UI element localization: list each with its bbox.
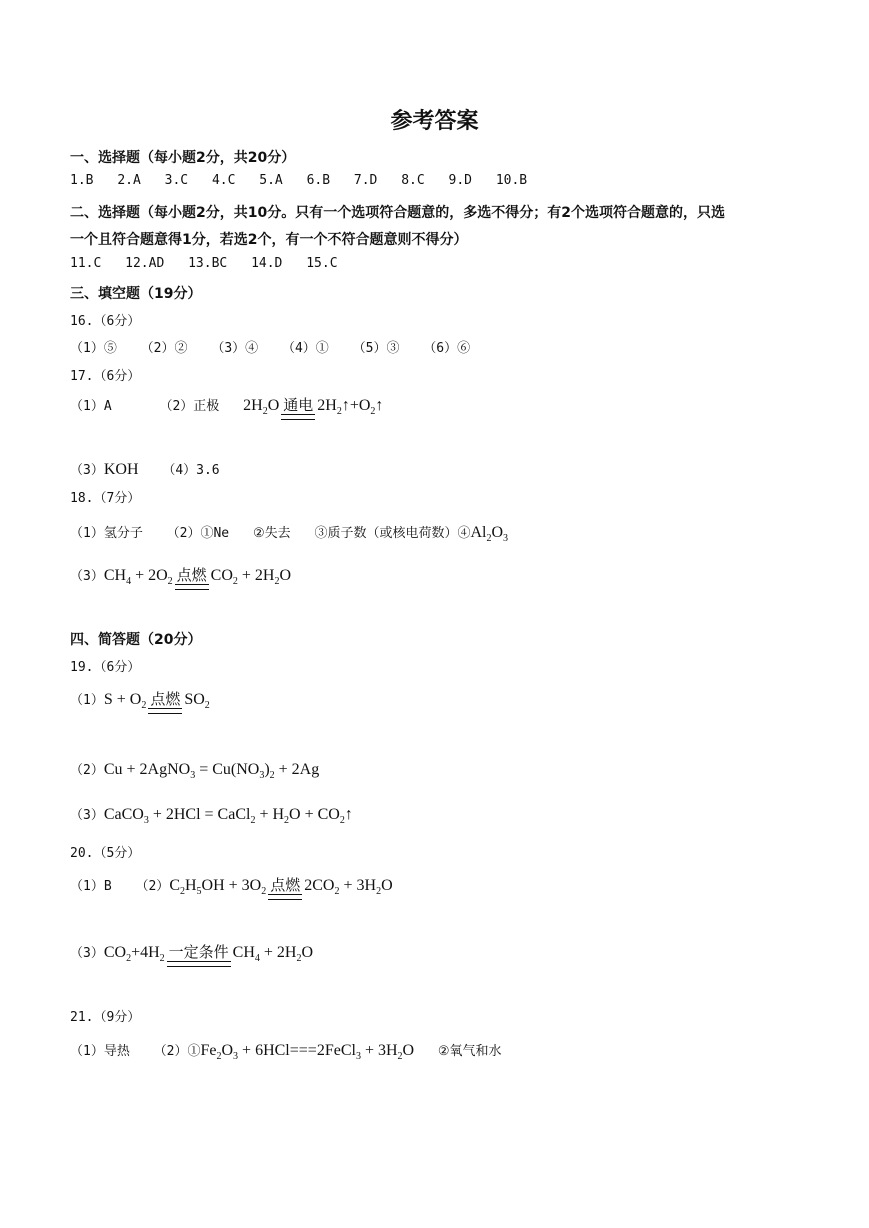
- answer-1: 1.B: [70, 173, 94, 188]
- q17-line2: [70, 459, 220, 479]
- answer-4: 4.C: [211, 173, 236, 188]
- section-2-heading-line1: 二、选择题（每小题2分，共10分。只有一个选项符合题意的，多选不得分；有2个选项符合题意的，只选: [70, 205, 725, 221]
- q21-part1: （1）导热: [70, 1044, 130, 1059]
- condition-label: 通电: [283, 396, 314, 414]
- condition-label: 点燃: [150, 690, 181, 708]
- q20-part2: （2）: [135, 879, 170, 894]
- q21-part2: （2）①: [153, 1044, 201, 1059]
- q19-part2: （2）: [70, 763, 104, 778]
- section-3-heading: 三、填空题（19分）: [70, 286, 202, 302]
- iron-oxide-hcl-equation: $Fe_2O_3$ + 6HCl===2FeCl$_3$ + $3H_2O$: [200, 1042, 415, 1063]
- methane-combustion-equation: $CH_4 + 2O_2$ 点燃 $CO_2 + 2H_2O$: [104, 567, 291, 584]
- section-1-answers: [70, 173, 527, 188]
- q17-part1: （1）A: [70, 399, 112, 414]
- answer-6: 6.B: [306, 173, 331, 188]
- q21-line1: [70, 1040, 502, 1062]
- q16-part: （6）⑥: [423, 341, 471, 356]
- q16-label: 16.（6分）: [70, 314, 141, 329]
- condition-label: 一定条件: [168, 943, 229, 961]
- q20-label: 20.（5分）: [70, 846, 141, 861]
- q17-part4: （4）3.6: [162, 463, 220, 478]
- q20-part1: （1）B: [70, 879, 112, 894]
- q18-part2c: ③质子数（或核电荷数）④: [314, 526, 471, 541]
- calcium-carbonate-equation: CaCO$_3$ + 2HCl = CaCl$_2$ + $H_2O$ + $CO_2↑$: [103, 806, 353, 827]
- q21-label: 21.（9分）: [70, 1010, 141, 1025]
- condition-label: 点燃: [270, 876, 301, 894]
- answer-15: 15.C: [306, 256, 338, 271]
- q18-part2: （2）①Ne: [166, 526, 230, 541]
- q18-part3: （3）: [70, 569, 104, 584]
- q19-part3: （3）: [70, 808, 104, 823]
- answer-14: 14.D: [251, 256, 283, 271]
- ethanol-combustion-equation: $C_2H_5OH + 3O_2$ 点燃 $2CO_2 + 3H_2O$: [169, 877, 392, 894]
- section-2-heading-line2: 一个且符合题意得1分，若选2个，有一个不符合题意则不得分）: [70, 232, 468, 248]
- q16-part: （2）②: [140, 341, 188, 356]
- q18-label: 18.（7分）: [70, 491, 141, 506]
- q19-label: 19.（6分）: [70, 660, 141, 675]
- co2-methanation-equation: $CO_2+4H_2$ 一定条件 $CH_4 + 2H_2O$: [104, 944, 313, 961]
- q17-part3: （3）: [70, 463, 104, 478]
- al2o3-formula: $Al_2O_3$: [470, 524, 509, 545]
- answer-2: 2.A: [117, 173, 141, 188]
- q16-part: （5）③: [352, 341, 400, 356]
- condition-label: 点燃: [176, 566, 207, 584]
- answer-7: 7.D: [353, 173, 378, 188]
- answer-9: 9.D: [448, 173, 472, 188]
- q20-part3: （3）: [70, 946, 104, 961]
- q19-line2: [70, 759, 319, 781]
- q16-part: （4）①: [281, 341, 329, 356]
- q18-line1: [70, 522, 508, 544]
- q16-part: （1）⑤: [70, 341, 117, 356]
- answer-11: 11.C: [70, 256, 102, 271]
- q16-part: （3）④: [211, 341, 259, 356]
- koh-formula: KOH: [103, 461, 139, 478]
- q19-part1: （1）: [70, 693, 104, 708]
- q19-line1: [70, 689, 210, 714]
- answer-12: 12.AD: [125, 256, 165, 271]
- answer-5: 5.A: [259, 173, 283, 188]
- q16-answers: [70, 337, 470, 356]
- answer-3: 3.C: [164, 173, 189, 188]
- answer-13: 13.BC: [188, 256, 228, 271]
- q17-line1: [70, 395, 383, 420]
- q17-part2: （2）正极: [159, 399, 220, 414]
- answer-10: 10.B: [495, 173, 528, 188]
- sulfur-combustion-equation: $S + O_2$ 点燃 $SO_2$: [104, 691, 210, 708]
- page-title: 参考答案: [390, 109, 479, 134]
- q17-label: 17.（6分）: [70, 369, 141, 384]
- q18-part2b: ②失去: [252, 526, 291, 541]
- section-4-heading: 四、简答题（20分）: [70, 632, 202, 648]
- q18-line2: [70, 565, 291, 590]
- copper-silver-nitrate-equation: Cu + 2AgNO$_3$ = $Cu(NO_3)_2 + 2Ag$: [103, 761, 320, 782]
- answer-8: 8.C: [401, 173, 425, 188]
- q21-part2b: ②氧气和水: [437, 1044, 502, 1059]
- q19-line3: [70, 804, 353, 826]
- q20-line2: [70, 942, 313, 967]
- q18-part1: （1）氢分子: [70, 526, 143, 541]
- water-electrolysis-equation: $2H_2O$ 通电 $2H_2↑+O_2↑$: [243, 397, 383, 414]
- section-2-answers: [70, 256, 338, 271]
- q20-line1: [70, 875, 393, 900]
- section-1-heading: 一、选择题（每小题2分，共20分）: [70, 150, 296, 166]
